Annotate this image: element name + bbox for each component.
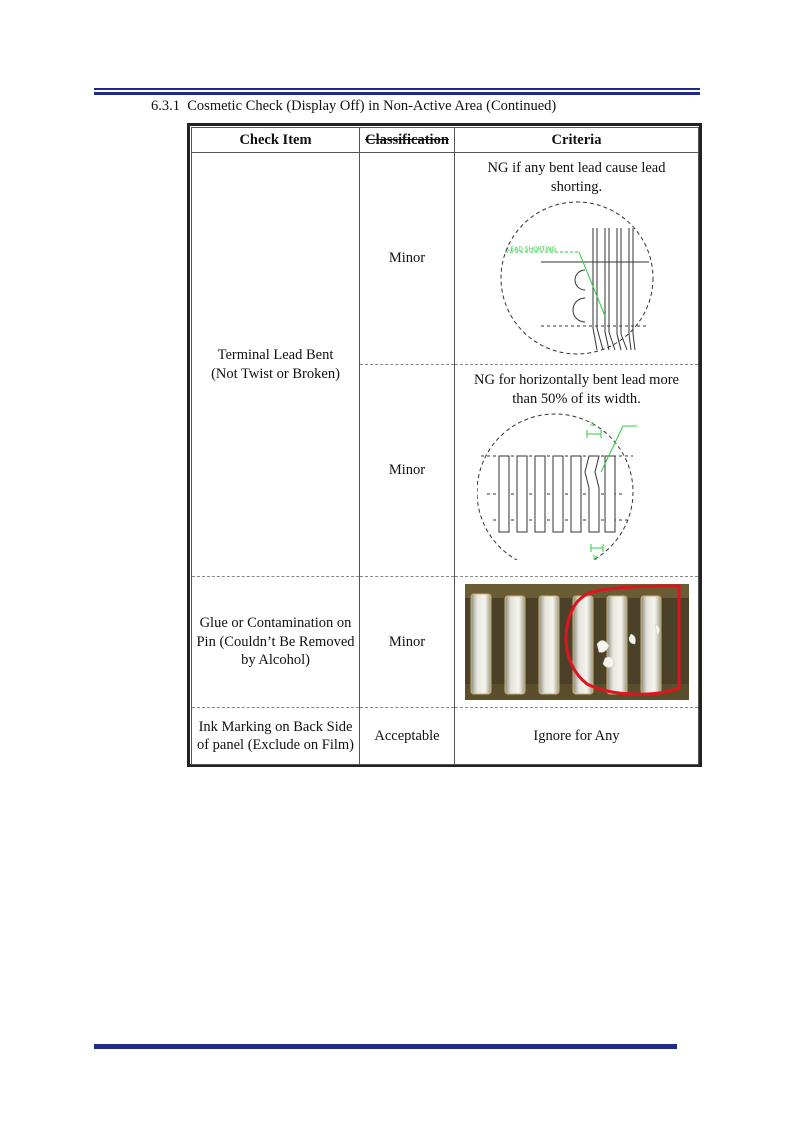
- criteria-cell: [455, 708, 699, 765]
- table-row: [192, 708, 699, 765]
- classification-cell: [360, 365, 455, 577]
- figure-label-lead-shorting: LEAD SHORTING: [506, 246, 556, 253]
- classification-text: Minor: [388, 633, 426, 650]
- check-item-cell: [192, 577, 360, 708]
- figure-label-a: a: [589, 420, 594, 428]
- header-check-item: Check Item: [192, 128, 360, 153]
- glue-contamination-photo: [465, 584, 689, 700]
- check-item-cell: [192, 153, 360, 577]
- horizontal-bend-figure: [477, 412, 677, 560]
- check-item-text: Ink Marking on Back Side of panel (Exclude on Film): [196, 718, 355, 753]
- classification-cell: [360, 708, 455, 765]
- figure-label-b: b: [592, 554, 597, 560]
- criteria-text: NG for horizontally bent lead more than 50% of its width.: [474, 372, 679, 407]
- criteria-cell: [455, 577, 699, 708]
- classification-cell: [360, 153, 455, 365]
- table-row: [192, 153, 699, 365]
- header-criteria: Criteria: [455, 128, 699, 153]
- criteria-cell: [455, 365, 699, 577]
- criteria-text: NG if any bent lead cause lead shorting.: [487, 160, 666, 195]
- classification-cell: [360, 577, 455, 708]
- classification-text: Minor: [388, 462, 426, 479]
- section-title: Cosmetic Check (Display Off) in Non-Active Area (Continued): [187, 98, 557, 114]
- header-rule: [94, 88, 700, 95]
- criteria-cell: [455, 153, 699, 365]
- check-item-text: Glue or Contamination on Pin (Couldn’t Be Removed by Alcohol): [196, 615, 355, 669]
- check-item-cell: [192, 708, 360, 765]
- criteria-text: Ignore for Any: [533, 727, 620, 744]
- classification-text: Minor: [388, 250, 426, 267]
- table-row: [192, 577, 699, 708]
- footer-rule: [94, 1044, 677, 1049]
- inspection-table: [191, 127, 699, 765]
- classification-text: Acceptable: [374, 727, 440, 744]
- header-classification: Classification: [360, 128, 455, 153]
- section-heading: [151, 98, 556, 115]
- lead-shorting-figure: [497, 200, 657, 358]
- table-header-row: [192, 128, 699, 153]
- section-number: 6.3.1: [151, 98, 180, 114]
- check-item-text: Terminal Lead Bent (Not Twist or Broken): [211, 347, 340, 382]
